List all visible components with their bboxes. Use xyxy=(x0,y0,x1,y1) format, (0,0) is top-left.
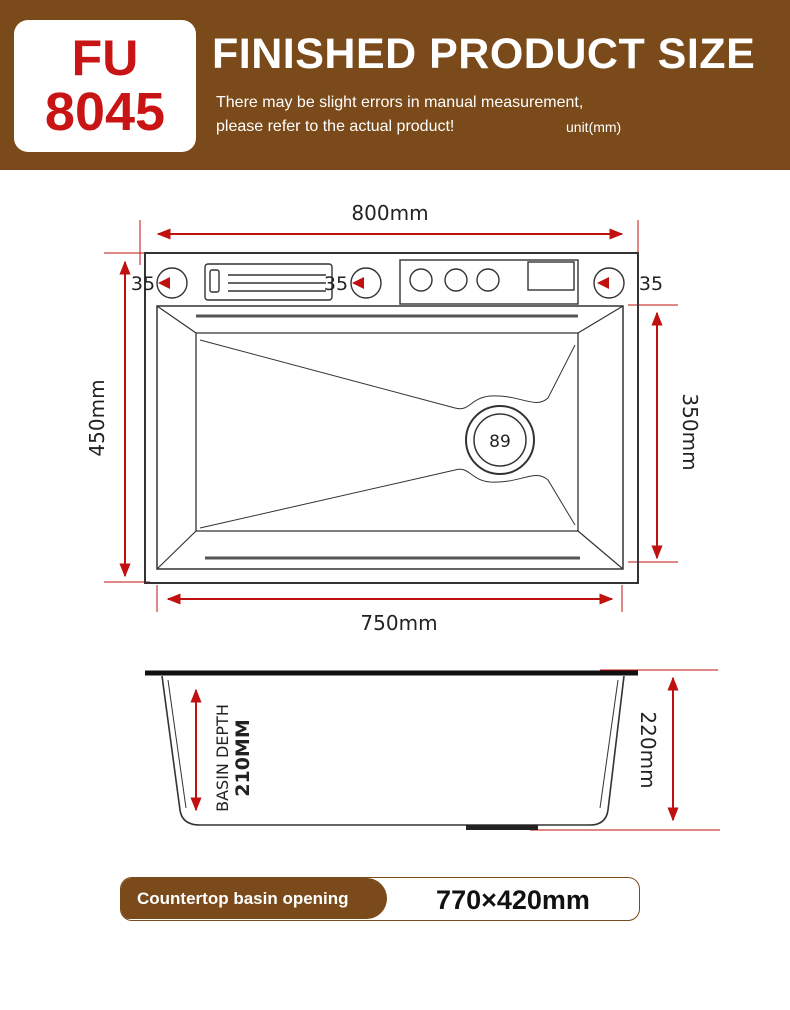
overall-depth-label: 450mm xyxy=(85,379,109,457)
countertop-opening-label: Countertop basin opening xyxy=(121,878,387,919)
dimension-arrows xyxy=(125,234,673,820)
overall-width-label: 800mm xyxy=(351,201,429,225)
note-line-1: There may be slight errors in manual measurement, xyxy=(216,94,584,111)
note-line-2: please refer to the actual product! xyxy=(216,118,455,135)
model-line-2: 8045 xyxy=(44,82,166,142)
header-banner xyxy=(0,0,790,170)
knob-1-icon xyxy=(410,269,432,291)
countertop-opening-value: 770×420mm xyxy=(436,885,590,915)
sink-drawing xyxy=(0,170,790,870)
hole-right-label: 35 xyxy=(638,273,664,295)
model-line-1: FU xyxy=(71,30,139,86)
control-panel-icon xyxy=(400,260,578,304)
basin-depth-value: 210MM xyxy=(232,719,254,797)
basin-depth-title: BASIN DEPTH xyxy=(213,704,232,812)
model-badge xyxy=(14,20,196,152)
page-title: FINISHED PRODUCT SIZE xyxy=(212,30,756,78)
knob-2-icon xyxy=(445,269,467,291)
sink-top-view xyxy=(145,253,638,583)
drain-size-label: 89 xyxy=(489,432,511,452)
knife-holder-icon xyxy=(205,264,332,300)
drain-outlet-icon xyxy=(466,825,538,830)
hole-left-label: 35 xyxy=(130,273,156,295)
unit-label: unit(mm) xyxy=(566,119,622,135)
basin-width-label: 750mm xyxy=(360,611,438,635)
soap-dispenser-icon xyxy=(528,262,574,290)
measurement-note xyxy=(216,91,583,139)
countertop-opening-bar xyxy=(120,877,640,921)
knob-3-icon xyxy=(477,269,499,291)
deck-accessories xyxy=(157,260,624,304)
hole-arrow-icons xyxy=(158,277,609,289)
total-height-label: 220mm xyxy=(636,711,660,789)
hole-middle-label: 35 xyxy=(323,273,349,295)
basin-depth-label: 350mm xyxy=(678,393,702,471)
